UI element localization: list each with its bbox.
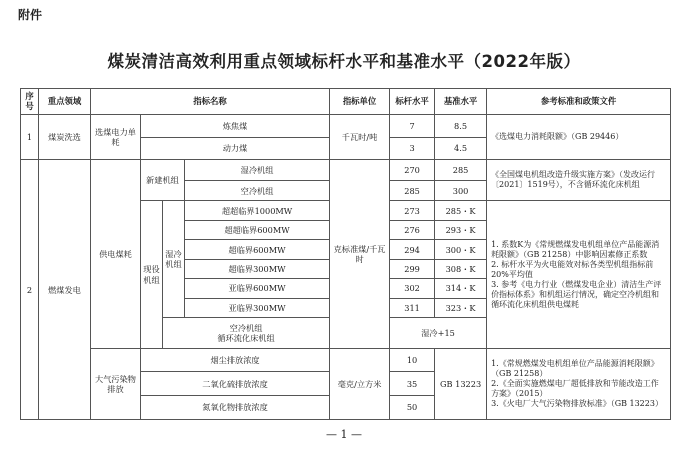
benchmark-cell: 294 bbox=[390, 240, 435, 259]
reference-cell: 《全国煤电机组改造升级实施方案》（发改运行〔2021〕1519号），不含循环流化床机组 bbox=[487, 160, 671, 201]
header-benchmark: 标杆水平 bbox=[390, 89, 435, 115]
unit-group-cell: 新建机组 bbox=[141, 160, 185, 201]
indicator-name-cell: 二氧化硫排放浓度 bbox=[141, 372, 330, 396]
baseline-cell: 314・K bbox=[435, 279, 487, 298]
baseline-cell: 8.5 bbox=[435, 114, 487, 137]
benchmark-cell: 273 bbox=[390, 201, 435, 220]
indicator-name-cell: 动力煤 bbox=[141, 137, 330, 160]
baseline-cell: 308・K bbox=[435, 259, 487, 278]
benchmark-cell: 35 bbox=[390, 372, 435, 396]
baseline-cell: 300 bbox=[435, 180, 487, 201]
table-row bbox=[21, 348, 671, 372]
unit-cell: 千瓦时/吨 bbox=[330, 114, 390, 159]
wet-cooling-cell: 湿冷机组 bbox=[163, 201, 185, 318]
baseline-cell: 285 bbox=[435, 160, 487, 181]
reference-cell: 《选煤电力消耗限额》（GB 29446） bbox=[487, 114, 671, 159]
baseline-cell: 285・K bbox=[435, 201, 487, 220]
benchmark-cell: 299 bbox=[390, 259, 435, 278]
baseline-cell: 323・K bbox=[435, 298, 487, 317]
indicator-name-cell: 空冷机组 循环流化床机组 bbox=[163, 318, 330, 348]
unit-cell: 毫克/立方米 bbox=[330, 348, 390, 419]
seq-cell: 1 bbox=[21, 114, 39, 159]
benchmark-cell: 302 bbox=[390, 279, 435, 298]
benchmark-cell: 10 bbox=[390, 348, 435, 372]
reference-cell: 1.《常规燃煤发电机组单位产品能源消耗限额》（GB 21258） 2.《全面实施燃煤电厂超低排放和节能改造工作方案》（2015） 3.《火电厂大气污染物排放标准》（GB 13223） bbox=[487, 348, 671, 419]
baseline-cell: GB 13223 bbox=[435, 348, 487, 419]
unit-cell: 克标准煤/千瓦时 bbox=[330, 160, 390, 348]
indicator-name-cell: 亚临界600MW bbox=[185, 279, 330, 298]
header-baseline: 基准水平 bbox=[435, 89, 487, 115]
table-row bbox=[21, 160, 671, 181]
benchmark-table bbox=[20, 88, 671, 420]
baseline-cell: 4.5 bbox=[435, 137, 487, 160]
document-title: 煤炭清洁高效利用重点领域标杆水平和基准水平（2022年版） bbox=[107, 52, 581, 71]
indicator-name-cell: 超超临界1000MW bbox=[185, 201, 330, 220]
benchmark-cell: 50 bbox=[390, 396, 435, 420]
indicator-name-cell: 炼焦煤 bbox=[141, 114, 330, 137]
domain-cell: 燃煤发电 bbox=[39, 160, 91, 420]
indicator-name-cell: 空冷机组 bbox=[185, 180, 330, 201]
baseline-cell: 293・K bbox=[435, 220, 487, 239]
indicator-name-cell: 超超临界600MW bbox=[185, 220, 330, 239]
page-number: — 1 — bbox=[326, 428, 362, 441]
category-cell: 供电煤耗 bbox=[91, 160, 141, 348]
indicator-name-cell: 亚临界300MW bbox=[185, 298, 330, 317]
merged-value-cell: 湿冷+15 bbox=[390, 318, 487, 348]
seq-cell: 2 bbox=[21, 160, 39, 420]
benchmark-cell: 285 bbox=[390, 180, 435, 201]
header-seq: 序号 bbox=[21, 89, 39, 115]
category-cell: 选煤电力单耗 bbox=[91, 114, 141, 159]
header-unit: 指标单位 bbox=[330, 89, 390, 115]
indicator-name-cell: 烟尘排放浓度 bbox=[141, 348, 330, 372]
indicator-name-cell: 氮氧化物排放浓度 bbox=[141, 396, 330, 420]
benchmark-cell: 7 bbox=[390, 114, 435, 137]
indicator-name-cell: 超临界300MW bbox=[185, 259, 330, 278]
category-cell: 大气污染物排放 bbox=[91, 348, 141, 419]
baseline-cell: 300・K bbox=[435, 240, 487, 259]
benchmark-cell: 276 bbox=[390, 220, 435, 239]
header-reference: 参考标准和政策文件 bbox=[487, 89, 671, 115]
indicator-name-cell: 湿冷机组 bbox=[185, 160, 330, 181]
appendix-label: 附件 bbox=[18, 8, 43, 22]
header-domain: 重点领域 bbox=[39, 89, 91, 115]
unit-group-cell: 现役机组 bbox=[141, 201, 163, 348]
header-indicator: 指标名称 bbox=[91, 89, 330, 115]
benchmark-cell: 3 bbox=[390, 137, 435, 160]
header-row bbox=[21, 89, 671, 115]
domain-cell: 煤炭洗选 bbox=[39, 114, 91, 159]
benchmark-cell: 311 bbox=[390, 298, 435, 317]
benchmark-cell: 270 bbox=[390, 160, 435, 181]
indicator-name-cell: 超临界600MW bbox=[185, 240, 330, 259]
table-row bbox=[21, 114, 671, 137]
reference-cell: 1. 系数K为《常规燃煤发电机组单位产品能源消耗限额》（GB 21258）中影响因素修正系数 2. 标杆水平为火电能效对标各类型机组指标前20%平均值 3. 参考《电力行业（燃煤发电企业）清洁生产评价指标体系》和机组运行情况，确定空冷机组和循环流化床机组供电煤耗 bbox=[487, 201, 671, 348]
